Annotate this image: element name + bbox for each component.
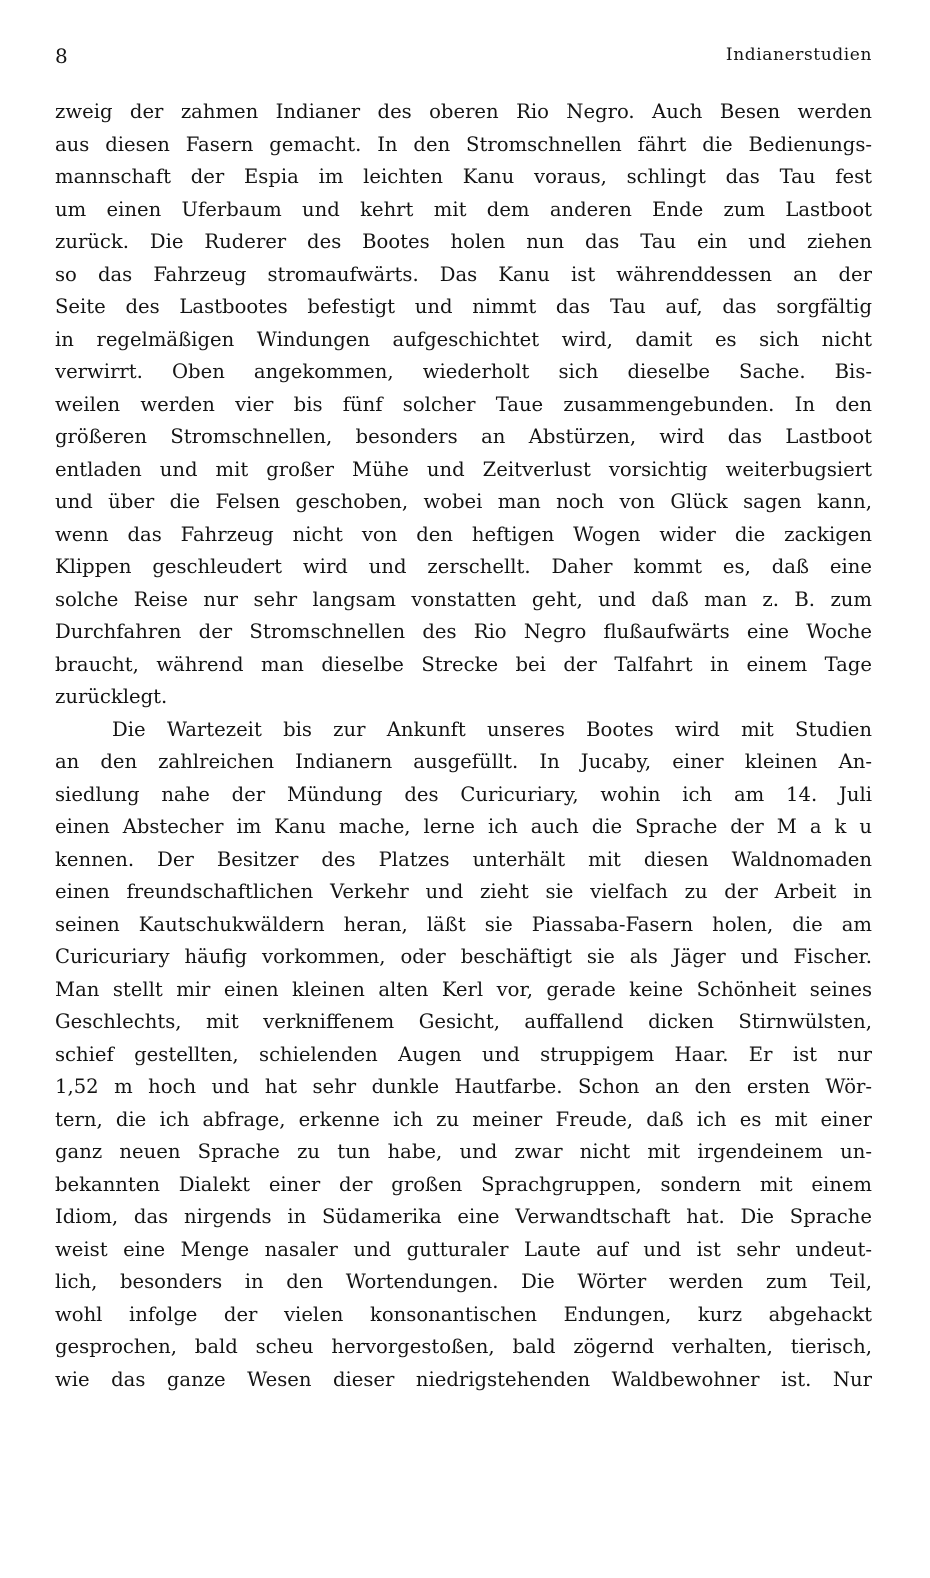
text-line: wie das ganze Wesen dieser niedrigstehenden Waldbewohner ist. Nur (55, 1367, 872, 1391)
text-line: bekannten Dialekt einer der großen Sprachgruppen, sondern mit einem (55, 1172, 872, 1196)
text-line: verwirrt. Oben angekommen, wiederholt sich dieselbe Sache. Bis- (55, 360, 872, 383)
text-line: Durchfahren der Stromschnellen des Rio Negro flußaufwärts eine Woche (55, 620, 872, 643)
text-line: Klippen geschleudert wird und zerschellt. Daher kommt es, daß eine (55, 555, 872, 578)
text-line: größeren Stromschnellen, besonders an Abstürzen, wird das Lastboot (55, 425, 872, 448)
text-line: zurück. Die Ruderer des Bootes holen nun das Tau ein und ziehen (55, 230, 872, 253)
running-head: Indianerstudien (725, 45, 872, 65)
text-line: um einen Uferbaum und kehrt mit dem anderen Ende zum Lastboot (55, 197, 872, 221)
text-line: an den zahlreichen Indianern ausgefüllt. In Jucaby, einer kleinen An- (55, 750, 872, 773)
paragraph-end-line: zurücklegt. (55, 685, 168, 708)
paragraph-first-line: Die Wartezeit bis zur Ankunft unseres Bootes wird mit Studien (112, 717, 872, 741)
page-number: 8 (55, 44, 69, 68)
text-line: Idiom, das nirgends in Südamerika eine Verwandtschaft hat. Die Sprache (55, 1205, 872, 1228)
text-line: so das Fahrzeug stromaufwärts. Das Kanu ist währenddessen an der (55, 262, 872, 286)
text-line: tern, die ich abfrage, erkenne ich zu meiner Freude, daß ich es mit einer (55, 1107, 872, 1131)
text-line: entladen und mit großer Mühe und Zeitverlust vorsichtig weiterbugsiert (55, 457, 872, 481)
text-line: weist eine Menge nasaler und gutturaler Laute auf und ist sehr undeut- (55, 1237, 872, 1261)
text-line: und über die Felsen geschoben, wobei man noch von Glück sagen kann, (55, 490, 872, 513)
text-line: Man stellt mir einen kleinen alten Kerl vor, gerade keine Schönheit seines (55, 977, 872, 1001)
text-line: einen freundschaftlichen Verkehr und zieht sie vielfach zu der Arbeit in (55, 880, 872, 903)
text-line: gesprochen, bald scheu hervorgestoßen, bald zögernd verhalten, tierisch, (55, 1335, 872, 1358)
text-line: Seite des Lastbootes befestigt und nimmt das Tau auf, das sorgfältig (55, 295, 872, 318)
text-line: 1,52 m hoch und hat sehr dunkle Hautfarbe. Schon an den ersten Wör- (55, 1075, 872, 1098)
text-line: aus diesen Fasern gemacht. In den Stromschnellen fährt die Bedienungs- (55, 132, 872, 156)
text-line: zweig der zahmen Indianer des oberen Rio Negro. Auch Besen werden (55, 100, 872, 123)
text-line: einen Abstecher im Kanu mache, lerne ich auch die Sprache der M a k u (55, 815, 872, 838)
text-line: Geschlechts, mit verkniffenem Gesicht, auffallend dicken Stirnwülsten, (55, 1010, 872, 1033)
text-line: siedlung nahe der Mündung des Curicuriary, wohin ich am 14. Juli (55, 782, 872, 806)
text-line: mannschaft der Espia im leichten Kanu voraus, schlingt das Tau fest (55, 165, 872, 188)
text-line: wohl infolge der vielen konsonantischen Endungen, kurz abgehackt (55, 1302, 872, 1326)
text-line: Curicuriary häufig vorkommen, oder beschäftigt sie als Jäger und Fischer. (55, 945, 872, 968)
body-text (55, 96, 872, 1396)
text-line: kennen. Der Besitzer des Platzes unterhält mit diesen Waldnomaden (55, 847, 872, 871)
text-line: lich, besonders in den Wortendungen. Die Wörter werden zum Teil, (55, 1270, 872, 1293)
text-line: seinen Kautschukwäldern heran, läßt sie Piassaba-Fasern holen, die am (55, 912, 872, 936)
text-line: weilen werden vier bis fünf solcher Taue zusammengebunden. In den (55, 392, 872, 416)
text-line: solche Reise nur sehr langsam vonstatten geht, und daß man z. B. zum (55, 587, 872, 611)
text-line: wenn das Fahrzeug nicht von den heftigen Wogen wider die zackigen (55, 522, 872, 546)
text-line: ganz neuen Sprache zu tun habe, und zwar nicht mit irgendeinem un- (55, 1140, 872, 1163)
page-header (55, 44, 872, 72)
text-line: braucht, während man dieselbe Strecke bei der Talfahrt in einem Tage (55, 652, 872, 676)
text-line: in regelmäßigen Windungen aufgeschichtet wird, damit es sich nicht (55, 327, 872, 351)
text-line: schief gestellten, schielenden Augen und struppigem Haar. Er ist nur (55, 1042, 872, 1066)
